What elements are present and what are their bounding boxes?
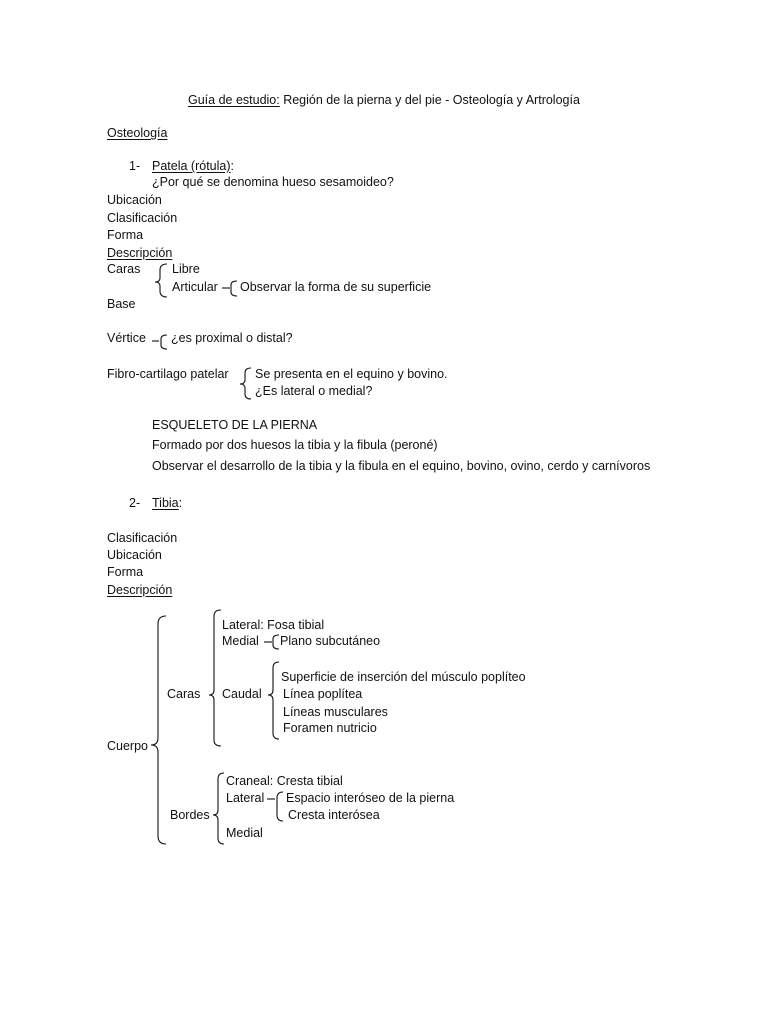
pierna-line-2: Observar el desarrollo de la tibia y la fibula en el equino, bovino, ovino, cerdo y carnívoros xyxy=(152,459,651,473)
tibia-number: 2- xyxy=(129,496,141,510)
patela-libre: Libre xyxy=(172,262,200,276)
tibia-descripcion: Descripción xyxy=(107,583,173,597)
caudal-item-1: Superficie de inserción del músculo poplíteo xyxy=(281,670,526,684)
patela-number: 1- xyxy=(129,159,141,173)
caudal-item-2: Línea poplítea xyxy=(283,687,363,701)
patela-ubicacion: Ubicación xyxy=(107,193,162,207)
tibia-plano: Plano subcutáneo xyxy=(280,634,381,648)
tibia-bordes: Bordes xyxy=(170,808,210,822)
tibia-title-text: Tibia xyxy=(152,496,179,510)
brace-fibro xyxy=(240,368,251,399)
brace-bordes xyxy=(213,773,224,844)
patela-articular-note: Observar la forma de su superficie xyxy=(240,280,432,294)
patela-clasificacion: Clasificación xyxy=(107,211,178,225)
tibia-cuerpo: Cuerpo xyxy=(107,739,148,753)
brace-articular xyxy=(231,281,237,296)
patela-caras: Caras xyxy=(107,262,141,276)
tibia-cresta: Cresta interósea xyxy=(288,808,380,822)
page-title xyxy=(188,93,580,108)
caudal-item-3: Líneas musculares xyxy=(283,705,388,719)
tibia-caudal: Caudal xyxy=(222,687,262,701)
brace-caras-patela xyxy=(155,264,167,297)
patela-question: ¿Por qué se denomina hueso sesamoideo? xyxy=(152,175,394,189)
patela-vertice-note: ¿es proximal o distal? xyxy=(171,331,293,345)
tibia-medial: Medial xyxy=(222,634,259,648)
patela-title xyxy=(152,159,234,174)
patela-forma: Forma xyxy=(107,228,144,242)
patela-fibro-note-2: ¿Es lateral o medial? xyxy=(255,384,373,398)
tibia-lateral-fosa: Lateral: Fosa tibial xyxy=(222,618,325,632)
pierna-heading: ESQUELETO DE LA PIERNA xyxy=(152,418,318,432)
tibia-forma: Forma xyxy=(107,565,144,579)
brace-cuerpo xyxy=(151,616,166,844)
caudal-item-4: Foramen nutricio xyxy=(283,721,377,735)
section-heading-osteologia: Osteología xyxy=(107,126,168,140)
patela-descripcion: Descripción xyxy=(107,246,173,260)
tibia-ubicacion: Ubicación xyxy=(107,548,162,562)
tibia-craneal: Craneal: Cresta tibial xyxy=(226,774,343,788)
tibia-title xyxy=(152,496,182,511)
title-rest: Región de la pierna y del pie - Osteología y Artrología xyxy=(279,93,580,107)
patela-articular: Articular xyxy=(172,280,218,294)
patela-fibro: Fibro-cartilago patelar xyxy=(107,367,229,381)
patela-fibro-note-1: Se presenta en el equino y bovino. xyxy=(255,367,448,381)
patela-title-text: Patela (rótula) xyxy=(152,159,231,173)
brace-medial xyxy=(273,635,279,649)
tibia-lateral: Lateral xyxy=(226,791,265,805)
tibia-medial-borde: Medial xyxy=(226,826,263,840)
tibia-caras: Caras xyxy=(167,687,201,701)
tibia-colon: : xyxy=(178,496,183,510)
pierna-line-1: Formado por dos huesos la tibia y la fibula (peroné) xyxy=(152,438,438,452)
patela-base: Base xyxy=(107,297,136,311)
title-prefix: Guía de estudio: xyxy=(188,93,280,107)
patela-colon: : xyxy=(230,159,234,173)
brace-vertice xyxy=(161,335,167,349)
brace-lateral xyxy=(277,792,283,821)
brace-caudal xyxy=(268,662,279,739)
tibia-clasificacion: Clasificación xyxy=(107,531,178,545)
tibia-espacio: Espacio interóseo de la pierna xyxy=(286,791,455,805)
patela-vertice: Vértice xyxy=(107,331,146,345)
brace-caras-tibia xyxy=(209,610,221,746)
